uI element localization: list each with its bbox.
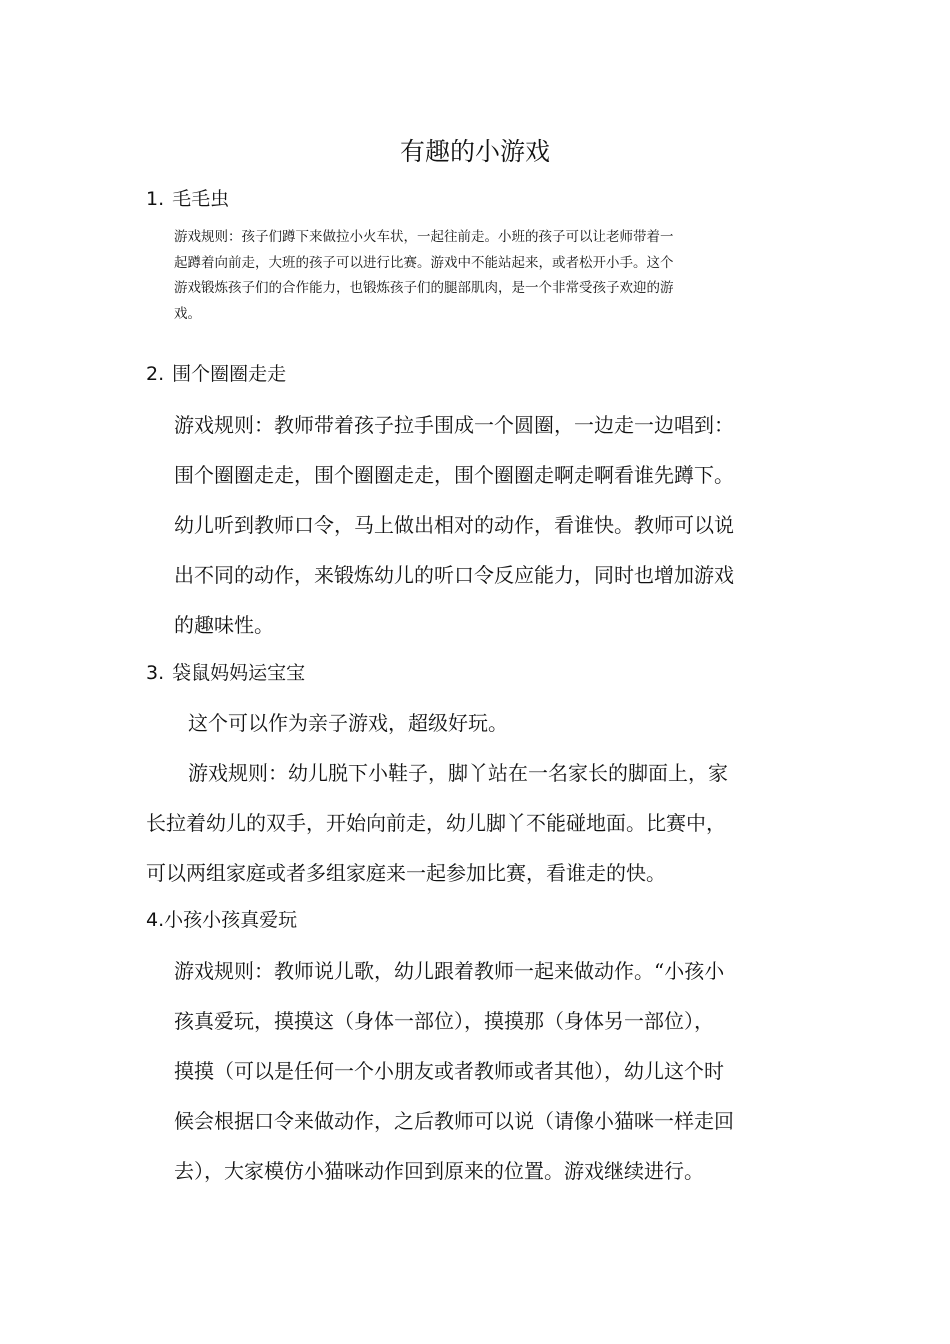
section-4-line-5: 去），大家模仿小猫咪动作回到原来的位置。游戏继续进行。 [174, 1159, 704, 1183]
section-4-line-4: 候会根据口令来做动作，之后教师可以说（请像小猫咪一样走回 [174, 1109, 734, 1133]
section-4-line-3: 摸摸（可以是任何一个小朋友或者教师或者其他），幼儿这个时 [174, 1059, 724, 1083]
section-3-number: 3. [146, 662, 165, 684]
section-1-line-4: 戏。 [174, 305, 201, 322]
document-title: 有趣的小游戏 [399, 137, 550, 166]
section-4-line-1: 游戏规则：教师说儿歌，幼儿跟着教师一起来做动作。“小孩小 [174, 959, 725, 983]
section-1-line-3: 游戏锻炼孩子们的合作能力，也锻炼孩子们的腿部肌肉，是一个非常受孩子欢迎的游 [174, 280, 674, 296]
section-3-line-3: 长拉着幼儿的双手，开始向前走，幼儿脚丫不能碰地面。比赛中， [146, 811, 726, 835]
section-2-title: 围个圈圈走走 [172, 363, 287, 385]
section-1-line-2: 起蹲着向前走，大班的孩子可以进行比赛。游戏中不能站起来，或者松开小手。这个 [174, 254, 674, 271]
section-2-line-1: 游戏规则：教师带着孩子拉手围成一个圆圈，一边走一边唱到： [174, 413, 734, 437]
section-1-title: 毛毛虫 [172, 188, 230, 210]
section-4-heading [146, 907, 297, 933]
section-4-line-2: 孩真爱玩，摸摸这（身体一部位），摸摸那（身体另一部位）， [174, 1009, 714, 1033]
section-3-line-4: 可以两组家庭或者多组家庭来一起参加比赛，看谁走的快。 [146, 861, 666, 885]
section-4-title: 小孩小孩真爱玩 [164, 909, 298, 931]
section-2-line-5: 的趣味性。 [174, 613, 274, 637]
section-4-number: 4. [146, 909, 165, 931]
section-1-line-1: 游戏规则：孩子们蹲下来做拉小火车状，一起往前走。小班的孩子可以让老师带着一 [174, 229, 674, 245]
section-2-body [174, 400, 734, 650]
section-2-line-4: 出不同的动作，来锻炼幼儿的听口令反应能力，同时也增加游戏 [174, 563, 734, 587]
section-3-line-2: 游戏规则：幼儿脱下小鞋子，脚丫站在一名家长的脚面上，家 [188, 761, 728, 785]
section-2-line-3: 幼儿听到教师口令，马上做出相对的动作，看谁快。教师可以说 [174, 513, 734, 537]
section-3-line-1: 这个可以作为亲子游戏，超级好玩。 [188, 711, 508, 735]
section-2-line-2: 围个圈圈走走，围个圈圈走走，围个圈圈走啊走啊看谁先蹲下。 [174, 463, 734, 487]
section-3-heading [146, 660, 305, 686]
section-4-body [174, 946, 734, 1196]
section-3-title: 袋鼠妈妈运宝宝 [172, 662, 306, 684]
section-3-body [146, 698, 728, 898]
section-1-body [174, 225, 814, 327]
section-1-heading [146, 186, 229, 212]
section-2-number: 2. [146, 363, 165, 385]
section-2-heading [146, 361, 286, 387]
section-1-number: 1. [146, 188, 165, 210]
